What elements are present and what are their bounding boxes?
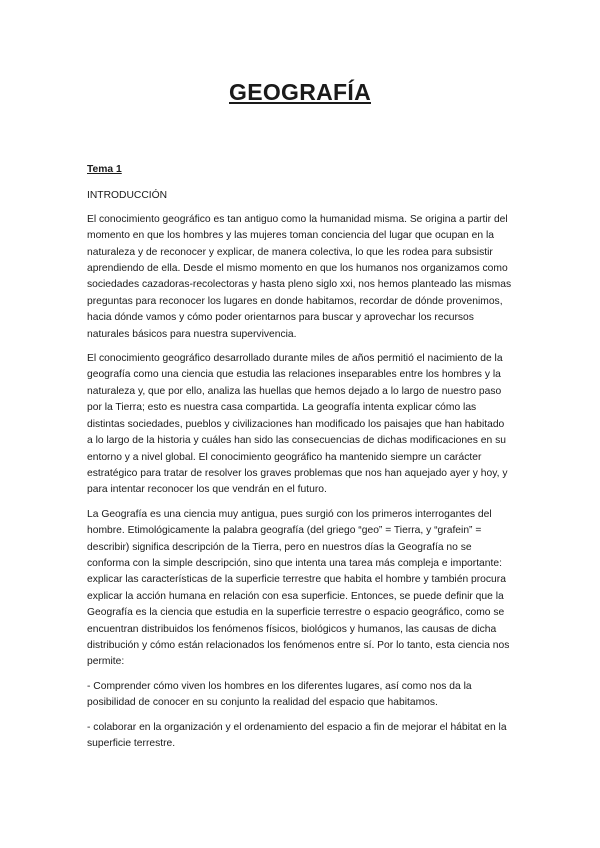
document-body [87, 162, 512, 760]
list-item-1: - Comprender cómo viven los hombres en los diferentes lugares, así como nos da la posibilidad de conocer en su conjunto la realidad del espacio que habitamos. [87, 680, 472, 709]
paragraph-3: La Geografía es una ciencia muy antigua, pues surgió con los primeros interrogantes del hombre. Etimológicamente la palabra geografía (del griego “geo” = Tierra, y “grafein” = describir) significa descripción de la Tierra, pero en nuestros días la Geografía no se conforma con la simple descripción, sino que intenta una tarea más compleja e importante: explicar las características de la superficie terrestre que habita el hombre y también procura explicar la acción humana en relación con esa superficie. Entonces, se puede definir que la Geografía es la ciencia que estudia en la superficie terrestre o espacio geográfico, como se encuentran distribuidos los fenómenos físicos, biológicos y humanos, las causas de dicha distribución y cómo están relacionados los fenómenos entre sí. Por lo tanto, esta ciencia nos permite: [87, 508, 510, 668]
paragraph-2: El conocimiento geográfico desarrollado durante miles de años permitió el nacimiento de la geografía como una ciencia que estudia las relaciones inseparables entre los hombres y la naturaleza y, que por ello, analiza las huellas que hemos dejado a lo largo de nuestro paso por la Tierra; esto es nuestra casa compartida. La geografía intenta explicar cómo las distintas sociedades, pueblos y civilizaciones han modificado los paisajes que han habitado a lo largo de la historia y cuáles han sido las consecuencias de dichas modificaciones en su entorno y a nivel global. El conocimiento geográfico ha mantenido siempre un carácter estratégico para tratar de resolver los graves problemas que nos han aquejado ayer y hoy, y para intentar reconocer los que vendrán en el futuro. [87, 353, 508, 496]
list-item-2: - colaborar en la organización y el ordenamiento del espacio a fin de mejorar el hábitat en la superficie terrestre. [87, 721, 507, 749]
section-label: Tema 1 [87, 164, 122, 175]
section-heading: INTRODUCCIÓN [87, 190, 168, 202]
paragraph-1: El conocimiento geográfico es tan antiguo como la humanidad misma. Se origina a partir del momento en que los hombres y las mujeres toman conciencia del lugar que ocupan en la naturaleza y de reconocer y explicar, de manera colectiva, lo que les rodea para subsistir aprendiendo de ella. Desde el mismo momento en que los humanos nos organizamos como sociedades cazadoras-recolectoras y hasta pleno siglo xxi, nos hemos planteado las mismas preguntas para reconocer los lugares en donde habitamos, recordar de dónde provenimos, hacia dónde vamos y cómo poder orientarnos para buscar y aprovechar los recursos naturales básicos para nuestra supervivencia. [87, 213, 512, 340]
document-title: GEOGRAFÍA [229, 79, 371, 105]
